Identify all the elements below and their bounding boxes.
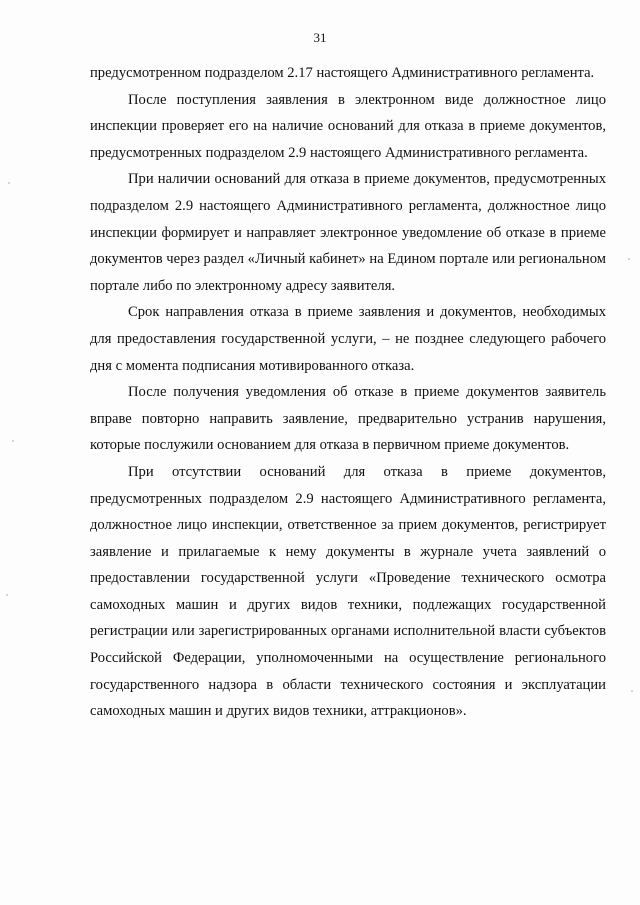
paragraph-registration: При отсутствии оснований для отказа в приеме документов, предусмотренных подразделом 2.9 настоящего Административного регламента, должностное лицо инспекции, ответственное за прием документов, регистрирует заявление и прилагаемые к нему документы в журнале учета заявлений о предоставлении государственной услуги «Проведение технического осмотра самоходных машин и других видов техники, подлежащих государственной регистрации или зарегистрированных органами исполнительной власти субъектов Российской Федерации, уполномоченными на осуществление регионального государственного надзора в области технического состояния и эксплуатации самоходных машин и других видов техники, аттракционов». <box>90 463 606 720</box>
page-number: 31 <box>313 30 327 45</box>
scan-artifact <box>12 440 14 442</box>
scan-artifact <box>631 690 633 692</box>
paragraph-continuation: предусмотренном подразделом 2.17 настоящего Административного регламента. <box>90 65 595 81</box>
document-body <box>90 60 606 725</box>
paragraph-application-check: После поступления заявления в электронном виде должностное лицо инспекции проверяет его на наличие оснований для отказа в приеме документов, предусмотренных подразделом 2.9 настоящего Административного регламента. <box>90 91 606 161</box>
paragraph-resubmission: После получения уведомления об отказе в приеме документов заявитель вправе повторно направить заявление, предварительно устранив нарушения, которые послужили основанием для отказа в первичном приеме документов. <box>90 384 606 454</box>
paragraph-refusal-deadline: Срок направления отказа в приеме заявления и документов, необходимых для предоставления государственной услуги, – не позднее следующего рабочего дня с момента подписания мотивированного отказа. <box>90 304 606 374</box>
scan-artifact <box>6 594 8 596</box>
paragraph-refusal-notice: При наличии оснований для отказа в приеме документов, предусмотренных подразделом 2.9 настоящего Административного регламента, должностное лицо инспекции формирует и направляет электронное уведомление об отказе в приеме документов через раздел «Личный кабинет» на Едином портале или региональном портале либо по электронному адресу заявителя. <box>90 171 606 294</box>
scan-artifact <box>8 182 10 184</box>
scan-artifact <box>628 258 630 260</box>
